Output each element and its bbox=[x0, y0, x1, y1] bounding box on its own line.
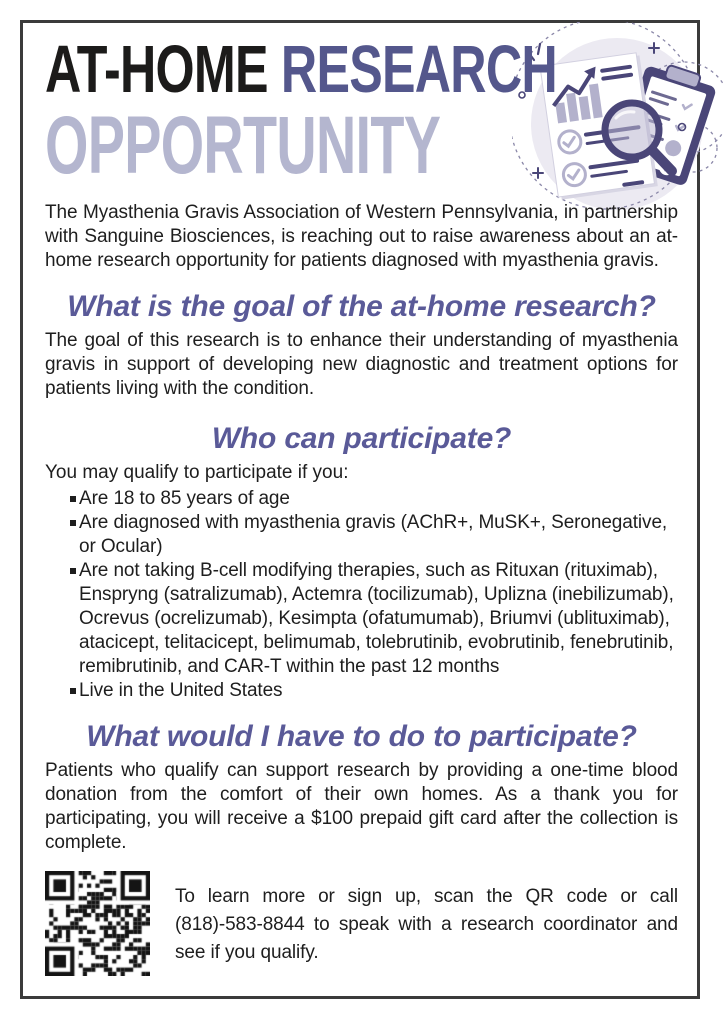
qualification-list bbox=[45, 487, 678, 703]
goal-paragraph: The goal of this research is to enhance their understanding of myasthenia gravis in support of developing new diagnostic and treatment options for patients living with the condition. bbox=[45, 330, 678, 399]
page-title-line2: OPPORTUNITY bbox=[45, 100, 441, 191]
intro-paragraph: The Myasthenia Gravis Association of Western Pennsylvania, in partnership with Sanguine Biosciences, is reaching out to raise awareness about an at-home research opportunity for patients diagnosed with myasthenia gravis. bbox=[45, 202, 678, 271]
list-item-therapies: Are not taking B-cell modifying therapies, such as Rituxan (rituximab), Enspryng (satralizumab), Actemra (tocilizumab), Uplizna (inebilizumab), Ocrevus (ocrelizumab), Kesimpta (ofatumumab), Briumvi (ublituximab), atacicept, telitacicept, belimumab, tolebrutinib, evobrutinib, fenebrutinib, remibrutinib, and CAR-T within the past 12 months bbox=[45, 559, 678, 679]
page-title-line1 bbox=[45, 32, 557, 107]
section-heading-what-to-do: What would I have to do to participate? bbox=[86, 720, 637, 753]
title-research: RESEARCH bbox=[280, 32, 557, 107]
participation-paragraph: Patients who qualify can support research by providing a one-time blood donation from the comfort of their own homes. As a thank you for participating, you will receive a $100 prepaid gift card after the collection is complete. bbox=[45, 760, 678, 853]
title-at-home: AT-HOME bbox=[45, 32, 281, 107]
list-item-diagnosis: Are diagnosed with myasthenia gravis (AChR+, MuSK+, Seronegative, or Ocular) bbox=[45, 511, 678, 559]
qr-code bbox=[45, 871, 150, 976]
cta-text: To learn more or sign up, scan the QR code or call (818)-583-8844 to speak with a research coordinator and see if you qualify. bbox=[175, 886, 678, 963]
section-heading-participate: Who can participate? bbox=[211, 422, 512, 455]
cta-row bbox=[45, 871, 678, 976]
flyer-content bbox=[45, 32, 678, 976]
qualify-lead: You may qualify to participate if you: bbox=[45, 462, 349, 483]
section-heading-goal: What is the goal of the at-home research? bbox=[67, 290, 656, 323]
list-item-age: Are 18 to 85 years of age bbox=[45, 487, 678, 511]
list-item-location: Live in the United States bbox=[45, 679, 678, 703]
